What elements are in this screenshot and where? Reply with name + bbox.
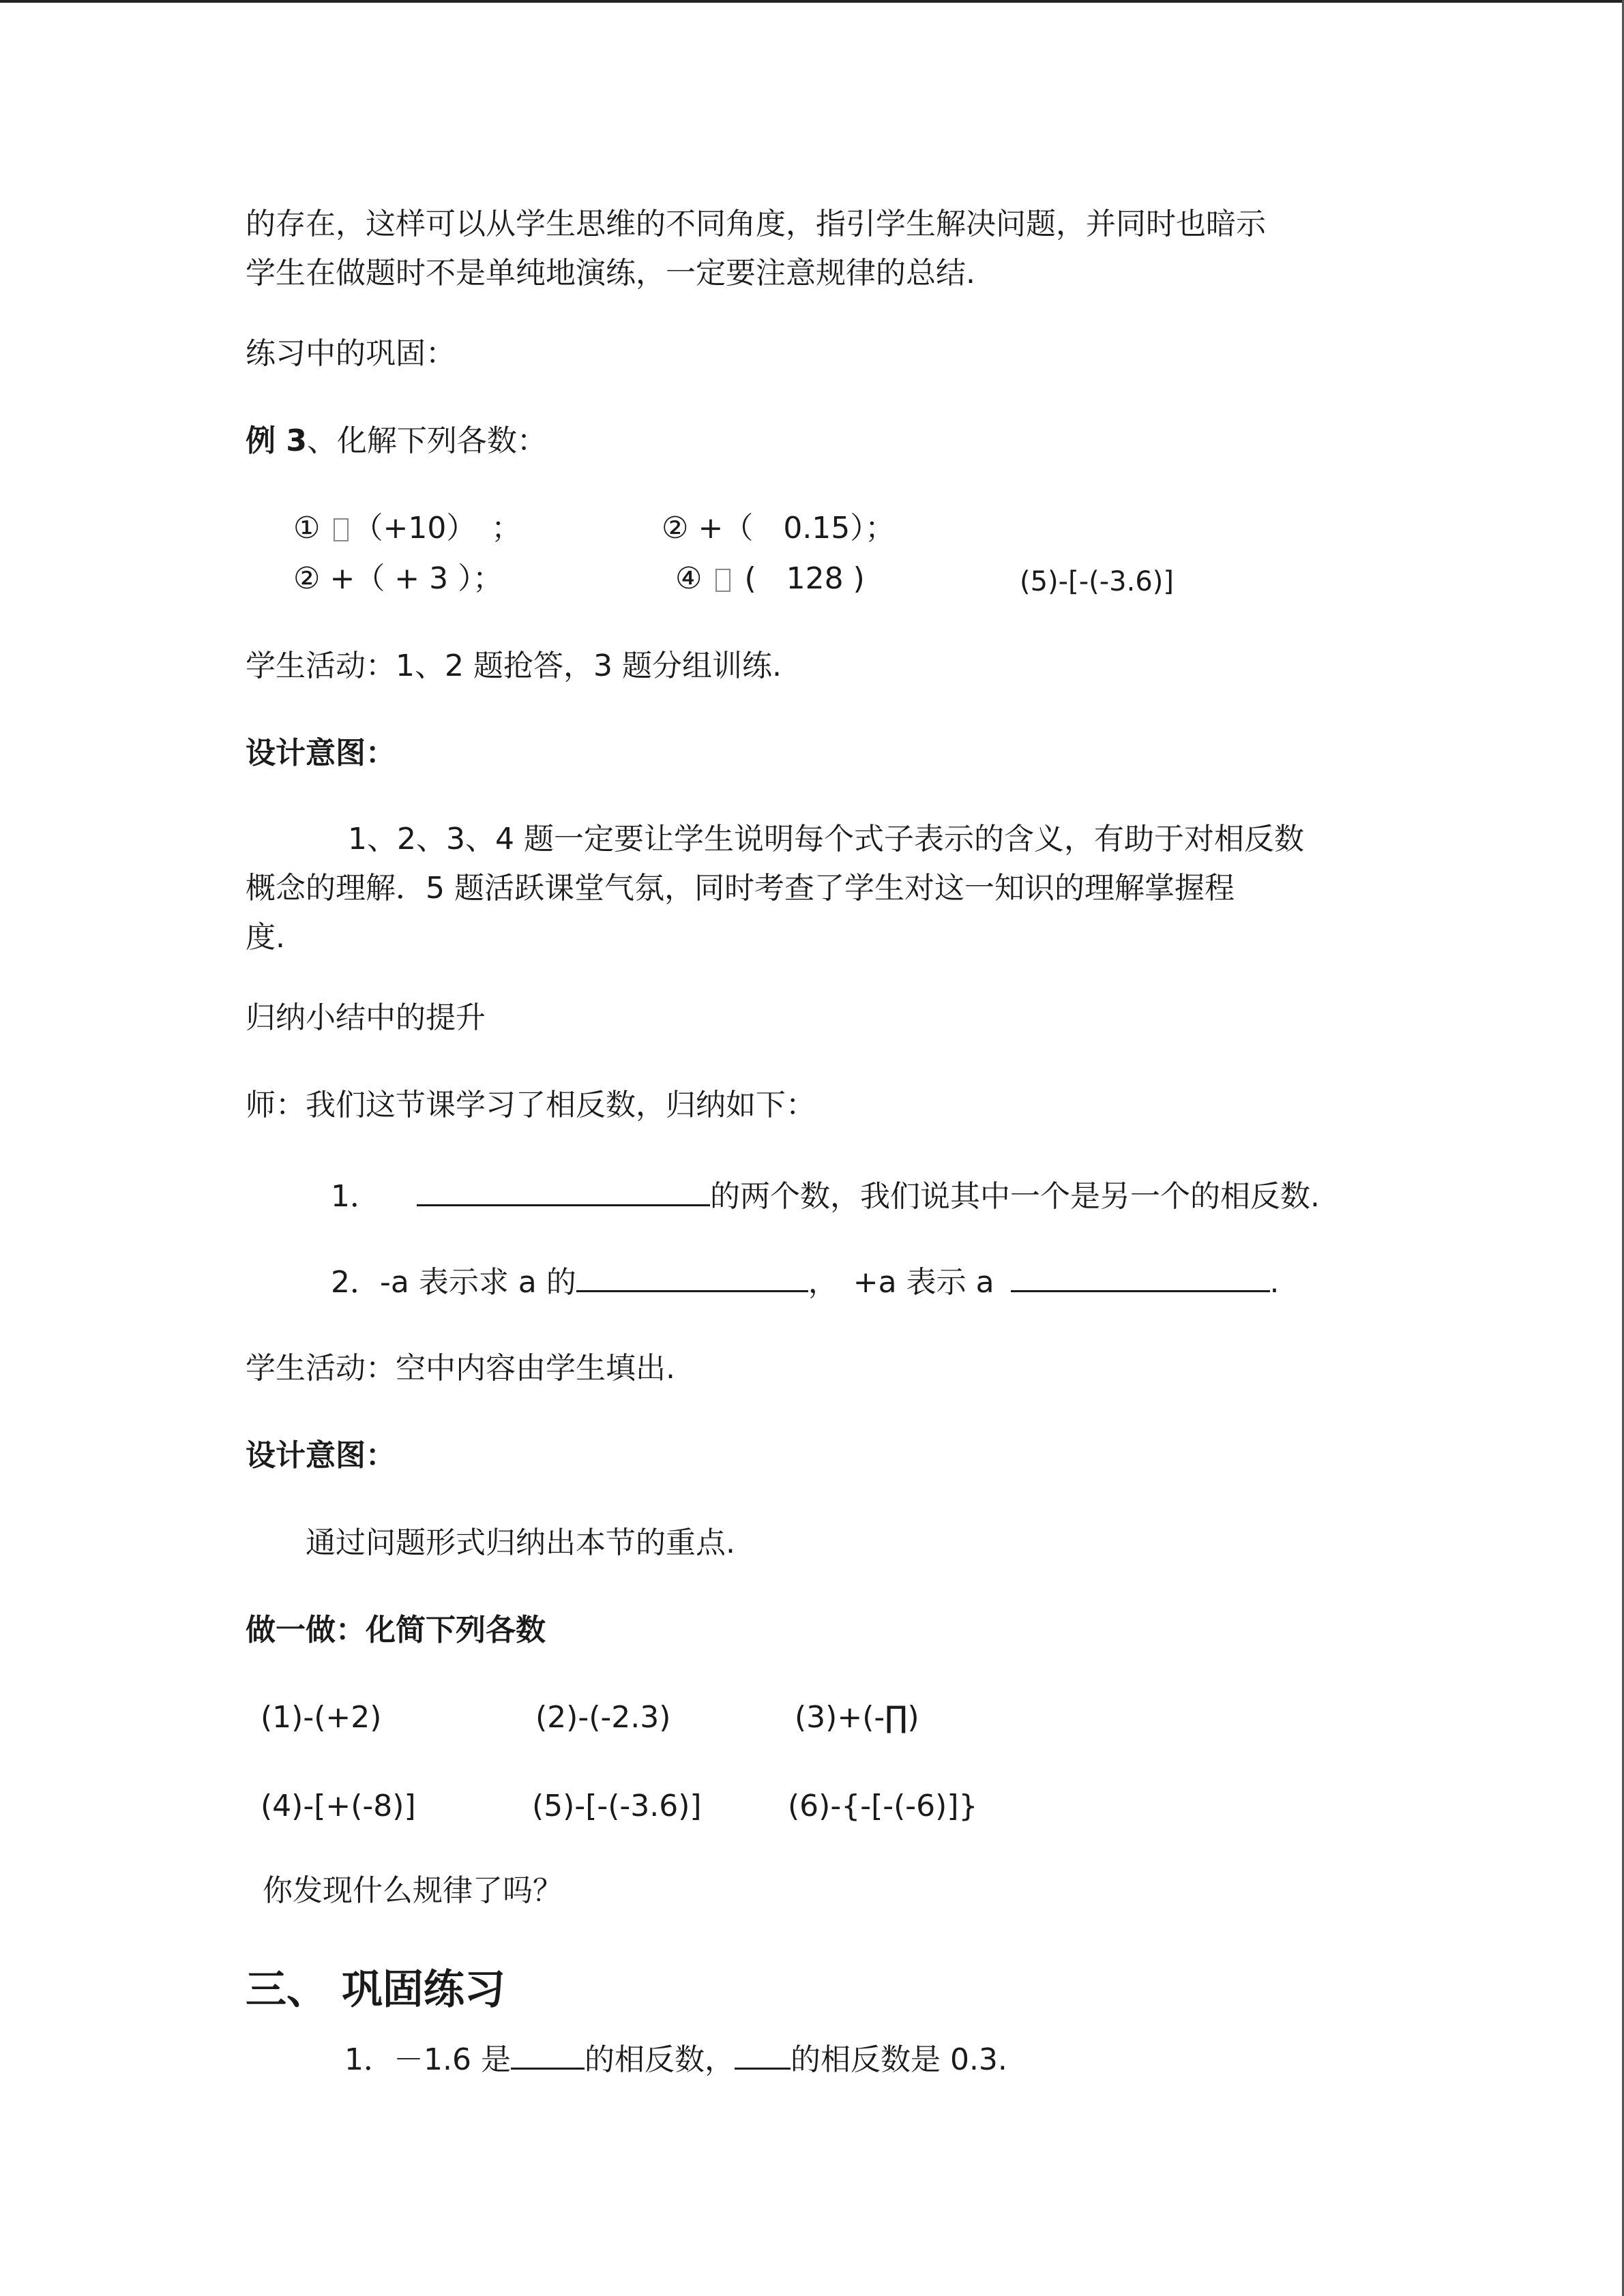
paragraph-line: 概念的理解．5 题活跃课堂气氛，同时考查了学生对这一知识的理解掌握程 [246, 871, 1235, 906]
page-top-border [0, 0, 1624, 3]
item-text: 的相反数是 0.3. [790, 2042, 1007, 2077]
exercise-item: (1)-(+2) [261, 1700, 382, 1735]
student-activity-2: 学生活动：空中内容由学生填出. [246, 1351, 675, 1386]
item-value: ( 128 ) [744, 561, 865, 596]
example-3-label: 例 3 [246, 423, 307, 458]
summary-item-2 [331, 1260, 1280, 1302]
practice-heading: 练习中的巩固： [246, 336, 456, 371]
do-it-heading: 做一做：化简下列各数 [246, 1613, 546, 1648]
exercise-item: (4)-[+(-8)] [261, 1789, 416, 1823]
fill-blank [417, 1174, 710, 1206]
exercise-1 [344, 2038, 1007, 2080]
design-intent-heading: 设计意图： [246, 736, 396, 771]
item-text: 的两个数，我们说其中一个是另一个的相反数. [710, 1179, 1320, 1214]
item-number: ② [293, 561, 321, 596]
item-text: . [1269, 1265, 1280, 1300]
design-intent-heading: 设计意图： [246, 1438, 396, 1473]
item-text: 1．－1.6 是 [344, 2042, 511, 2077]
fill-blank [576, 1260, 808, 1292]
placeholder-glyph-icon [715, 569, 730, 592]
fill-blank [735, 2038, 791, 2070]
item-value: +（ + 3 ）； [329, 561, 503, 596]
item-text: ， +a 表示 a [808, 1265, 1004, 1300]
paragraph-line: 1、2、3、4 题一定要让学生说明每个式子表示的含义，有助于对相反数 [348, 822, 1304, 856]
item-number: ② [662, 511, 689, 546]
example-item [662, 509, 895, 548]
item-text: 的相反数， [584, 2042, 735, 2077]
example-item [675, 559, 865, 599]
placeholder-glyph-icon [334, 518, 349, 541]
example-3-title [246, 421, 547, 461]
exercise-item: (2)-(-2.3) [535, 1700, 671, 1735]
paragraph-line: 学生在做题时不是单纯地演练，一定要注意规律的总结. [246, 256, 975, 290]
fill-blank [511, 2038, 585, 2070]
section-heading: 三、 巩固练习 [246, 1966, 505, 2014]
design-intent-text: 通过问题形式归纳出本节的重点. [306, 1525, 735, 1560]
question-text: 你发现什么规律了吗？ [263, 1873, 563, 1908]
example-item: (5)-[-(-3.6)] [1020, 566, 1174, 597]
item-number: ① [293, 511, 321, 546]
item-number: 1． [331, 1179, 380, 1214]
student-activity-1: 学生活动：1、2 题抢答，3 题分组训练. [246, 648, 782, 683]
paragraph-line: 度. [246, 920, 285, 955]
item-value: （+10） ； [353, 511, 522, 546]
fill-blank [1011, 1260, 1270, 1292]
exercise-item: (3)+(-∏) [795, 1700, 919, 1735]
paragraph-line: 的存在，这样可以从学生思维的不同角度，指引学生解决问题，并同时也暗示 [246, 207, 1266, 241]
summary-heading: 归纳小结中的提升 [246, 1000, 486, 1035]
item-value: +（ 0.15）； [698, 511, 896, 546]
example-item [293, 509, 521, 548]
exercise-item: (5)-[-(-3.6)] [532, 1789, 702, 1823]
teacher-text: 师：我们这节课学习了相反数，归纳如下： [246, 1088, 816, 1122]
example-item [293, 559, 503, 599]
exercise-item: (6)-{-[-(-6)]} [788, 1789, 978, 1823]
item-number: ④ [675, 561, 703, 596]
example-3-text: 、化解下列各数： [306, 423, 547, 458]
item-text: 2．-a 表示求 a 的 [331, 1265, 576, 1300]
summary-item-1 [331, 1174, 1320, 1217]
